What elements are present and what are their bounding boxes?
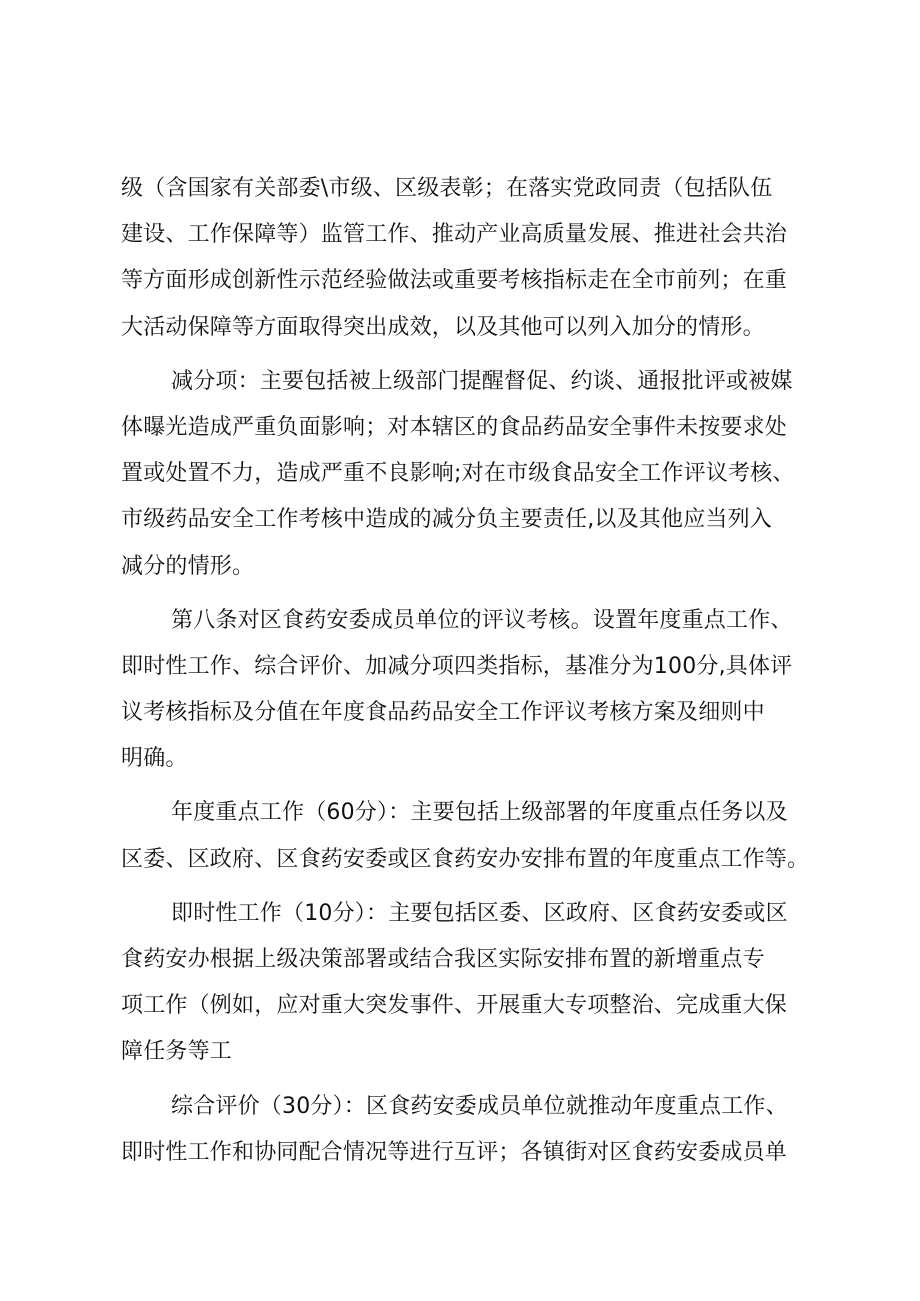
paragraph-first-line: 即时性工作（10分）：主要包括区委、区政府、区食药安委或区 [171,900,788,926]
text-line: 障任务等工 [121,1039,233,1065]
paragraph-gap [121,1076,821,1084]
paragraph-gap [121,351,821,359]
text-line: 明确。 [121,746,188,772]
text-line: 建设、工作保障等）监管工作、推动产业高质量发展、推进社会共治 [121,222,788,248]
text-line: 置或处置不力，造成严重不良影响;对在市级食品安全工作评议考核、 [121,461,795,487]
text-line: 即时性工作和协同配合情况等进行互评；各镇街对区食药安委成员单 [121,1139,788,1165]
text-line: 项工作（例如，应对重大突发事件、开展重大专项整治、完成重大保 [121,993,788,1019]
text-line: 减分的情形。 [121,553,255,579]
text-line: 大活动保障等方面取得突出成效，以及其他可以列入加分的情形。 [121,314,765,340]
document-body [121,166,821,1176]
text-line: 体曝光造成严重负面影响；对本辖区的食品药品安全事件未按要求处 [121,414,788,440]
paragraph-first-line: 减分项：主要包括被上级部门提醒督促、约谈、通报批评或被媒 [171,368,793,394]
text-line: 区委、区政府、区食药安委或区食药安办安排布置的年度重点工作等。 [121,846,810,872]
text-line: 级（含国家有关部委\市级、区级表彰；在落实党政同责（包括队伍 [121,176,773,201]
paragraph-gap [121,883,821,891]
text-line: 即时性工作、综合评价、加减分项四类指标，基准分为100分,具体评 [121,653,793,679]
text-line: 议考核指标及分值在年度食品药品安全工作评议考核方案及细则中 [121,700,765,726]
text-line: 食药安办根据上级决策部署或结合我区实际安排布置的新增重点专 [121,947,765,972]
paragraph-first-line: 综合评价（30分）：区食药安委成员单位就推动年度重点工作、 [171,1093,788,1119]
text-line: 市级药品安全工作考核中造成的减分负主要责任,以及其他应当列入 [121,507,772,533]
paragraph-gap [121,590,821,598]
text-line: 等方面形成创新性示范经验做法或重要考核指标走在全市前列；在重 [121,268,788,294]
paragraph-first-line: 第八条对区食药安委成员单位的评议考核。设置年度重点工作、 [171,607,793,633]
paragraph-first-line: 年度重点工作（60分）：主要包括上级部署的年度重点任务以及 [171,800,788,826]
paragraph-gap [121,782,821,790]
